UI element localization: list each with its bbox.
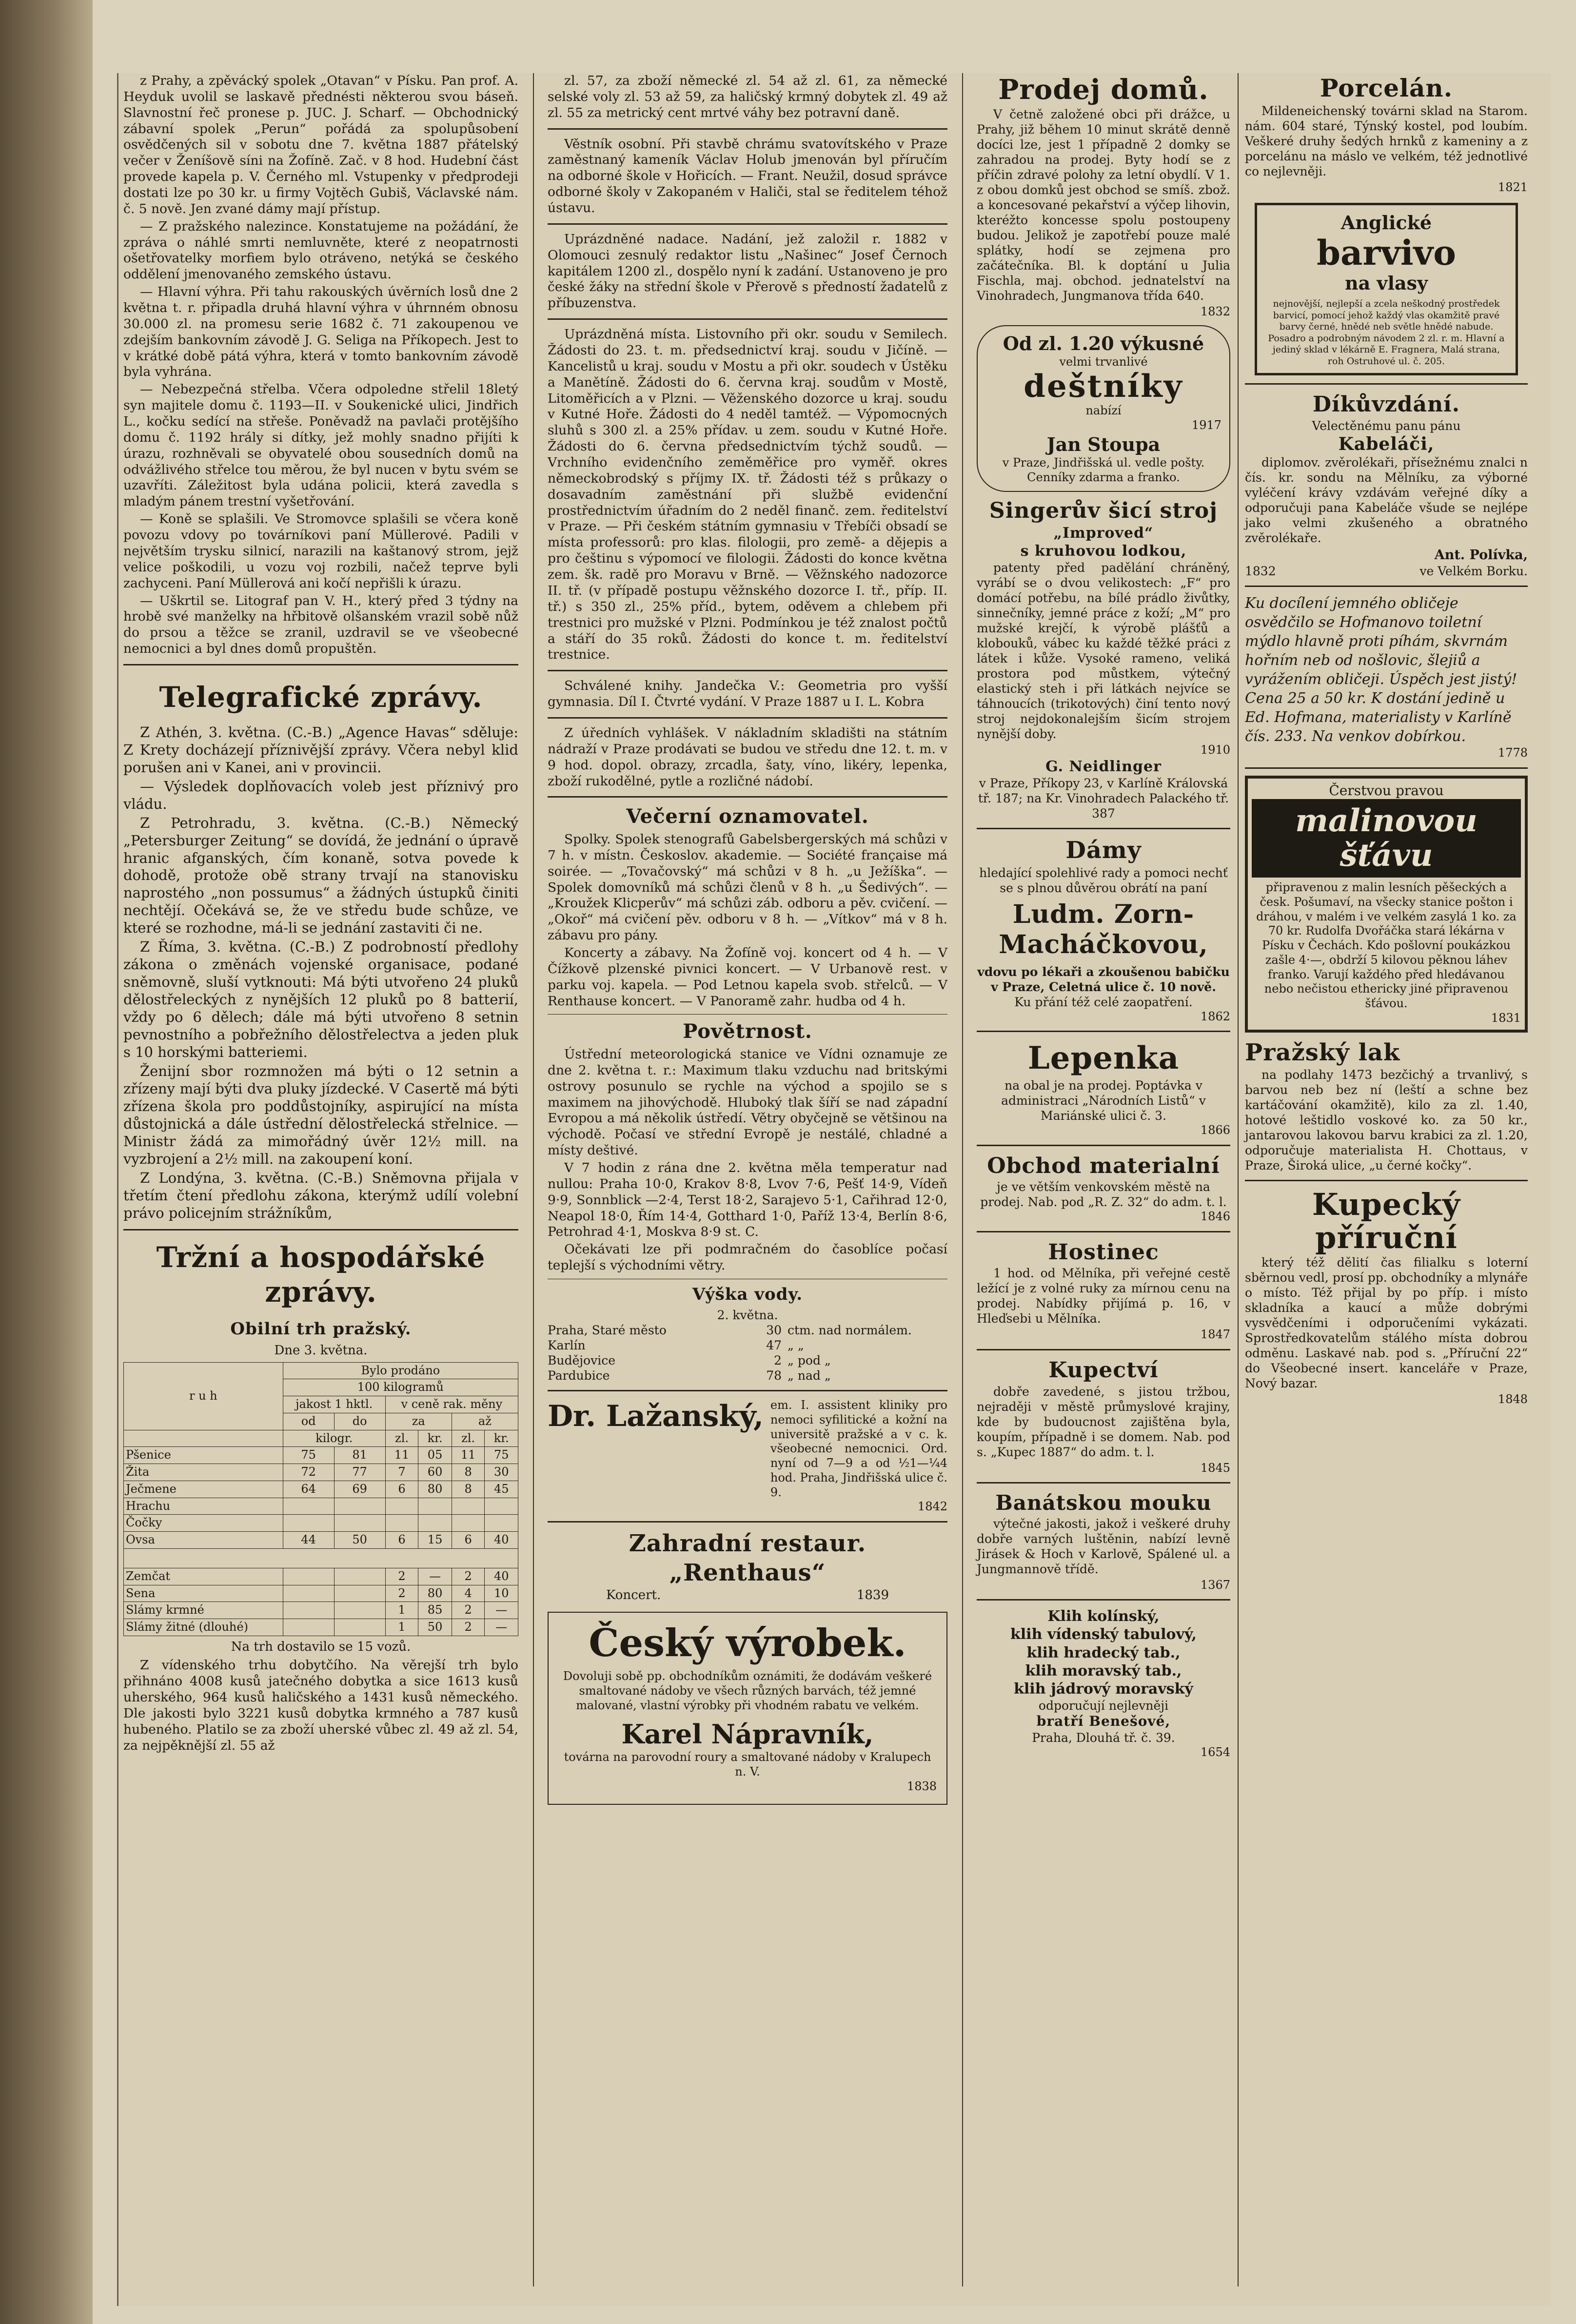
prodej-title: Prodej domů.	[998, 74, 1209, 106]
hostinec-num: 1847	[1200, 1328, 1230, 1342]
column-3	[977, 73, 1230, 1760]
water-row	[548, 1323, 947, 1338]
kupectvi-num: 1845	[1200, 1461, 1230, 1475]
table-cell: 45	[485, 1481, 518, 1498]
stava-num: 1831	[1491, 1011, 1521, 1025]
article-recovered: — Uškrtil se. Litograf pan V. H., který před 3 týdny na hrobě své manželky na hřbitově olšanském vrazil sobě nůž do prsou a těžce se zranil, uzdravil se ve všeobecné nemocnici a byl dnes domů propuštěn.	[123, 593, 518, 657]
table-cell: 77	[334, 1464, 385, 1481]
water-row	[548, 1368, 947, 1383]
stava-text: připravenou z malin lesních pěšeckých a česk. Pošumaví, na všecky stanice pošton i dráhou, v malém i ve velkém zasylá 1 ko. za 70 kr. Rudolfa Dvořáčka stará lékárna v Písku v Čechách. Kdo pošlovní poukázkou zašle 4·—, obdrží 5 kilovou pěknou láhev franko. Varují každého před hledávanou nebo nečistou ethericky jiné připravenou šťávou.	[1256, 880, 1517, 1011]
divider	[123, 664, 518, 665]
barvivo-ad	[1255, 203, 1518, 376]
banat-text: výtečné jakosti, jakož i veškeré druhy dobře varných luštěnin, nabízí levně Jirásek & Hoch v Karlově, Spálené ul. a Jungmannově třídě.	[977, 1516, 1230, 1576]
table-cell: 10	[485, 1585, 518, 1602]
table-cell: Slámy krmné	[124, 1602, 283, 1619]
approved-books: Schválené knihy. Jandečka V.: Geometria pro vyšší gymnasia. Díl I. Čtvrté vydání. V Praze 1887 u I. L. Kobra	[548, 678, 947, 710]
zorn-tail: Ku přání též celé zaopatření.	[1014, 995, 1193, 1009]
column-rule	[533, 73, 534, 2286]
table-cell	[334, 1619, 385, 1636]
water-note: „ „	[788, 1338, 804, 1353]
renthaus-title: Zahradní restaur. „Renthaus“	[629, 1530, 867, 1586]
divider	[977, 828, 1230, 829]
weather-title: Povětrnost.	[683, 1020, 812, 1043]
evening-title: Večerní oznamovatel.	[626, 805, 869, 828]
dik-footer	[1245, 564, 1528, 579]
prirucni-num: 1848	[1497, 1392, 1528, 1406]
binding-edge	[0, 0, 93, 2324]
destnik-mid: velmi trvanlivé	[1059, 355, 1148, 369]
table-cell: 4	[452, 1585, 485, 1602]
klih-list	[977, 1607, 1230, 1698]
table-cell: 2	[452, 1602, 485, 1619]
table-row	[124, 1568, 518, 1585]
divider	[977, 1231, 1230, 1232]
table-row	[124, 1532, 518, 1549]
tbl-head-ruh: r u h	[124, 1362, 283, 1430]
divider	[977, 1599, 1230, 1601]
table-cell	[283, 1602, 334, 1619]
table-cell	[485, 1515, 518, 1532]
destnik-sub: nabízí	[1085, 404, 1122, 418]
table-cell	[283, 1619, 334, 1636]
table-row	[124, 1447, 518, 1464]
divider	[977, 1349, 1230, 1350]
singer-sub2: s kruhovou lodkou,	[1020, 543, 1187, 560]
table-cell: 1	[385, 1619, 418, 1636]
table-cell: —	[418, 1568, 452, 1585]
table-cell: Čočky	[124, 1515, 283, 1532]
lazansky-text: em. I. assistent kliniky pro nemoci syfilitické a kožní na universitě pražské a v c. k. všeobecné nemocnici. Ord. nyní od 7—9 a od ½1—¼4 hod. Praha, Jindřišská ulice č. 9.	[770, 1398, 947, 1499]
water-level: 2	[774, 1353, 782, 1368]
table-cell	[334, 1515, 385, 1532]
tbl-za: za	[385, 1413, 452, 1430]
table-cell: 2	[385, 1585, 418, 1602]
klih-num: 1654	[1200, 1745, 1230, 1759]
table-cell: 2	[452, 1568, 485, 1585]
market-title: Tržní a hospodářské zprávy.	[156, 1240, 486, 1309]
table-cell	[283, 1498, 334, 1515]
table-cell	[283, 1515, 334, 1532]
divider	[548, 1390, 947, 1391]
neidlinger-text: v Praze, Příkopy 23, v Karlíně Královská tř. 187; na Kr. Vinohradech Palackého tř. 387	[978, 776, 1229, 821]
table-row	[124, 1464, 518, 1481]
evening-clubs: Spolky. Spolek stenografů Gabelsbergerských má schůzi v 7 h. v místn. Českoslov. akademie. — Société française má soirée. — „Tovačovský“ má schůzi v 8 h. „u Ježíška“. — Spolek domovníků má schůzi členů v 8 h. „u Šedivých“. — „Kroužek Klicperův“ má schůzi záb. odboru a pěv. cvičení. — „Okoř“ má cvičení pěv. odboru v 8 h. — „Vítkov“ má v 8 h. zábavu pro pány.	[548, 831, 947, 943]
water-row	[548, 1353, 947, 1368]
divider	[977, 1031, 1230, 1032]
table-cell: 75	[485, 1447, 518, 1464]
destnik-big: deštníky	[1024, 368, 1183, 405]
column-rule	[962, 73, 963, 2286]
table-cell	[334, 1602, 385, 1619]
klih-name: bratří Benešové,	[1036, 1713, 1171, 1730]
telegraph-rome-2: Ženijní sbor rozmnožen má býti o 12 setnin a zřízeny mají býti dva pluky jízdecké. V Casertě má býti zřízena škola pro poddůstojníky, aspirující na místa důstojnická a dále ústřední dělostřelecká střelnice. — Ministr žádá za mimořádný úvěr 12½ mill. na vyzbrojení a 2½ mill. na zakoupení koní.	[123, 1062, 518, 1167]
singer-num: 1910	[1200, 743, 1230, 757]
tbl-do: do	[334, 1413, 385, 1430]
tbl-az: až	[452, 1413, 518, 1430]
table-cell: 6	[385, 1532, 418, 1549]
table-cell: 8	[452, 1464, 485, 1481]
lak-text: na podlahy 1473 bezčichý a trvanlivý, s barvou neb bez ní (leští a schne bez kartáčování okamžitě), kilo za zl. 1.40, hotové leštidlo voskové ko. za 50 kr., jantarovou lakovou barvu krabici za zl. 1.20, odporučuje materialista H. Chottaus, v Praze, Široká ulice, „u černé kočky“.	[1245, 1068, 1528, 1173]
divider	[548, 796, 947, 798]
cesky-vyrobek-ad	[548, 1612, 947, 1804]
table-cell	[385, 1515, 418, 1532]
barvivo-top: Anglické	[1340, 211, 1432, 234]
divider	[977, 1482, 1230, 1484]
porcelan-num: 1821	[1497, 180, 1528, 194]
stava-ad	[1245, 776, 1528, 1033]
destnik-top: Od zl. 1.20 výkusné	[1003, 332, 1204, 355]
table-row	[124, 1619, 518, 1636]
column-rule	[1238, 73, 1239, 2286]
weather-2: V 7 hodin z rána dne 2. května měla temperatur nad nullou: Praha 10·0, Krakov 8·8, Lvov 7·6, Pešť 14·9, Vídeň 9·9, Sonnblick —2·4, Terst 18·2, Sarajevo 5·1, Cařihrad 12·0, Neapol 18·0, Řím 14·4, Gotthard 1·0, Paříž 13·4, Berlín 8·6, Petrohrad 4·1, Moskva 8·9 st. C.	[548, 1160, 947, 1240]
renthaus-num: 1839	[856, 1588, 889, 1603]
table-cell: 40	[485, 1532, 518, 1549]
lazansky-num: 1842	[917, 1500, 947, 1514]
banat-title: Banátskou mouku	[995, 1491, 1212, 1515]
dikuvzdani-title: Díkůvzdání.	[1312, 392, 1460, 417]
cattle-market: Z vídenského trhu dobytčího. Na věrejší trh bylo přihnáno 4008 kusů jatečného dobytka a sice 1613 kusů uherského, 964 kusů haličského a 1431 kusů německého. Dle jakosti bylo 3221 kusů dobytka krmného a 787 kusů hubeného. Platilo se za zboží uherské vůbec zl. 49 až zl. 54, za nejpěknější zl. 55 až	[123, 1658, 518, 1753]
klih-item: klih vídenský tabulový,	[1010, 1626, 1197, 1643]
divider	[1245, 767, 1528, 769]
table-cell: 85	[418, 1602, 452, 1619]
tbl-head-kg: 100 kilogramů	[283, 1379, 518, 1396]
table-cell	[334, 1585, 385, 1602]
table-cell: 8	[452, 1481, 485, 1498]
singer-sub: „Improved“	[1053, 525, 1154, 542]
renthaus-line	[548, 1587, 947, 1603]
dik-place: ve Velkém Borku.	[1419, 564, 1528, 578]
lazansky-ad	[548, 1398, 947, 1500]
divider	[548, 128, 947, 130]
singer-title: Singerův šicí stroj	[989, 498, 1218, 523]
lak-title: Pražský lak	[1245, 1038, 1400, 1066]
table-cell: Ovsa	[124, 1532, 283, 1549]
divider	[123, 1229, 518, 1230]
telegraph-rome: Z Říma, 3. května. (C.-B.) Z podrobností předlohy zákona o změnách vojenské organisace, podané sněmovně, sluší vytknouti: Má býti utvořeno 24 pluků dělostřeleckých z nynějších 12 pluků po 8 batterií, vždy po 6 dělech; dále má býti utvořeno 8 setnin pevnostního a pobřežního dělostřelectva a jeden pluk s 10 horskými batteriemi.	[123, 938, 518, 1060]
table-cell	[385, 1498, 418, 1515]
table-row	[124, 1498, 518, 1515]
stava-top: Čerstvou pravou	[1329, 782, 1444, 799]
table-cell	[334, 1568, 385, 1585]
water-place: Praha, Staré město	[548, 1323, 667, 1338]
lepenka-text: na obal je na prodej. Poptávka v administraci „Národních Listů“ v Mariánské ulici č. 3.	[1001, 1078, 1206, 1123]
water-levels	[548, 1323, 947, 1383]
water-level: 30	[766, 1323, 782, 1338]
klih-text: odporučují nejlevněji	[1038, 1699, 1169, 1713]
script-num: 1778	[1497, 745, 1528, 760]
tbl-zl: zl.	[385, 1430, 418, 1447]
article-horses: — Koně se splašili. Ve Stromovce splašili se včera koně povozu vdovy po továrníkovi paní Müllerové. Padili v největším trysku silnicí, narazili na kaštanový strom, jejž velice poškodili, u vozu voj rozbili, načež teprve byli zachyceni. Paní Müllerová ani kočí nepřišli k úrazu.	[123, 511, 518, 591]
hofman-soap-ad: Ku docílení jemného obličeje osvědčilo se Hofmanovo toiletní mýdlo hlavně proti píhám, skvrnám hořním neb od nošlovic, šlejiů a vyrážením obličeji. Úspěch jest jistý! Cena 25 a 50 kr. K dostání jedině u Ed. Hofmana, materialisty v Karlíně čís. 233. Na venkov dobírkou.	[1245, 594, 1517, 745]
water-row	[548, 1338, 947, 1353]
article-intro: z Prahy, a zpěvácký spolek „Otavan“ v Písku. Pan prof. A. Heyduk uvolil se laskavě přednésti některou svou báseň. Slavnostní řeč pronese p. JUC. J. Scharf. — Obchodnický zábavní spolek „Perun“ pořádá za spolupůsobení osvědčených sil v sobotu dne 7. května 1887 přátelský večer v Ženíšově síni na Žofíně. Zač. v 8 hod. Hudební část provede kapela p. V. Černého ml. Vstupenky v předprodeji dostati lze po 30 kr. u firmy Vojtěch Gubiš, Václavské nám. č. 5 nově. Jen zvané dámy mají přístup.	[123, 73, 518, 216]
table-cell	[418, 1498, 452, 1515]
tbl-kilogr: kilogr.	[283, 1430, 385, 1447]
table-cell: 81	[334, 1447, 385, 1464]
table-cell	[283, 1585, 334, 1602]
prirucni-title: Kupecký příruční	[1312, 1187, 1461, 1256]
renthaus-sub: Koncert.	[606, 1588, 661, 1603]
water-date: 2. května.	[717, 1308, 778, 1323]
divider	[548, 670, 947, 671]
klih-addr: Praha, Dlouhá tř. č. 39.	[1032, 1730, 1175, 1745]
table-cell: 69	[334, 1481, 385, 1498]
table-row	[124, 1515, 518, 1532]
dik-year: 1832	[1245, 564, 1276, 578]
official-notices: Z úředních vyhlášek. V nákladním skladišti na státním nádraží v Praze prodávati se budou ve středu dne 12. t. m. v 9 hod. dopol. obrazy, zrcadla, šaty, víno, likéry, lepenka, zboží rukodělné, pytle a rozličné nádobí.	[548, 725, 947, 789]
tbl-kr: kr.	[418, 1430, 452, 1447]
prirucni-text: který též dělití čas filialku s loterní sběrnou vedl, prosí pp. obchodníky a mlynáře o místo. Též přijal by po příp. i místo skladníka a kaucí a může dobrými vysvědčeními i odporučeními vykázati. Sprostředkovatelům stálého místa dobrou odměnu. Laskavé nab. pod s. „Příruční 22“ do Všeobecné insert. kanceláře v Praze, Nový bazar.	[1245, 1255, 1528, 1390]
weather-3: Očekávati lze při podmračném do časoblíce počasí teplejší s východními větry.	[548, 1242, 947, 1273]
table-cell: Slámy žitné (dlouhé)	[124, 1619, 283, 1636]
newspaper-page	[117, 73, 1551, 2306]
market-subtitle: Obilní trh pražský.	[230, 1319, 412, 1339]
table-cell: 2	[385, 1568, 418, 1585]
klih-item: Klih kolínský,	[1047, 1608, 1160, 1625]
porcelan-text: Mildeneichenský továrni sklad na Starom. nám. 604 staré, Týnský kostel, pod loubím. Veškeré druhy šedých hrnků z kameniny a z porcelánu na máslo ve velkém, též jednotlivé co nejlevněji.	[1245, 104, 1528, 178]
table-cell	[485, 1498, 518, 1515]
telegraph-athens: Z Athén, 3. května. (C.-B.) „Agence Havas“ sděluje: Z Krety docházejí příznivější zprávy. Včera nebyl klid porušen ani v Kanei, ani v provincii.	[123, 723, 518, 776]
table-cell: 15	[418, 1532, 452, 1549]
lepenka-num: 1866	[1200, 1123, 1230, 1137]
table-row	[124, 1481, 518, 1498]
water-title: Výška vody.	[692, 1285, 803, 1305]
grain-market-table	[123, 1362, 518, 1636]
cesky-num: 1838	[906, 1779, 937, 1793]
table-cell	[334, 1498, 385, 1515]
weather-1: Ústřední meteorologická stanice ve Vídni oznamuje ze dne 2. května t. r.: Maximum tlaku vzduchu nad britskými ostrovy posunulo se rychle na východ a spojilo se s maximem na jihovýchodě. Hluboký tlak šíří se nad západní Evropou a má několik ústředí. Větry obyčejně se většinou na východě. Počasí ve střední Evropě je nestálé, chladné a místy deštivé.	[548, 1047, 947, 1158]
article-shooting: — Nebezpečná střelba. Včera odpoledne střelil 18letý syn majitele domu č. 1193—II. v Soukenické ulici, Jindřich L., kočku sedící na střeše. Poněvadž na pavlači protějšího domu č. 1192 hrály si dítky, jež mohly snadno přijíti k úrazu, rozhněvali se obyvatelé obou sousedních domů na odvážlivého střelce tou měrou, že byl nucen v bytu svém se uzavříti. Záležitost byla udána policii, která zavedla s mladým pánem trestní vyšetřování.	[123, 382, 518, 509]
table-cell: 40	[485, 1568, 518, 1585]
zorn-num: 1862	[1200, 1009, 1230, 1023]
personal-news: Věstník osobní. Při stavbě chrámu svatovítského v Praze zaměstnaný kameník Václav Holub jmenován byl příručím na odborné škole v Hořicích. — Frant. Neužil, dosud správce odborné školy v Zakopaném v Haliči, stal se ředitelem téhož ústavu.	[548, 136, 947, 216]
article-foundling: — Z pražského nalezince. Konstatujeme na požádání, že zpráva o náhlé smrti nemluvněte, které z neopatrnosti ošetřovatelky morfiem bylo otráveno, netýká se českého oddělení jmenovaného zemského ústavu.	[123, 218, 518, 282]
column-1	[123, 73, 518, 1755]
table-cell	[283, 1568, 334, 1585]
tbl-od: od	[283, 1413, 334, 1430]
table-cell: 6	[452, 1532, 485, 1549]
table-cell: Ječmene	[124, 1481, 283, 1498]
market-date: Dne 3. května.	[274, 1343, 368, 1358]
water-place: Pardubice	[548, 1368, 610, 1383]
water-place: Karlín	[548, 1338, 586, 1353]
table-cell: 7	[385, 1464, 418, 1481]
barvivo-big: barvivo	[1317, 232, 1456, 273]
table-cell: 60	[418, 1464, 452, 1481]
obchod-text: je ve větším venkovském městě na prodej. Nab. pod „R. Z. 32“ do adm. t. l.	[980, 1180, 1227, 1210]
tbl-head-hektl: jakost 1 hktl.	[283, 1396, 385, 1413]
telegraph-title: Telegrafické zprávy.	[159, 680, 483, 714]
divider	[548, 1014, 947, 1015]
table-cell	[452, 1515, 485, 1532]
obchod-num: 1846	[1200, 1210, 1230, 1224]
market-note: Na trh dostavilo se 15 vozů.	[231, 1639, 411, 1654]
table-cell: Pšenice	[124, 1447, 283, 1464]
evening-concerts: Koncerty a zábavy. Na Žofíně voj. koncert od 4 h. — V Čížkově plzenské pivnici koncert. — V Urbanově rest. v parku voj. kapela. — Pod Letnou kapela svob. střelců. — V Renthause koncert. — V Panoramě zahr. hudba od 4 h.	[548, 945, 947, 1009]
table-cell: 6	[385, 1481, 418, 1498]
tbl-head-sold: Bylo prodáno	[283, 1362, 518, 1379]
destnik-ad	[977, 325, 1230, 491]
stava-big: malinovou šťávu	[1295, 802, 1478, 874]
table-row	[124, 1602, 518, 1619]
destnik-num: 1917	[1191, 418, 1221, 432]
dik-head: Velectěnému panu pánu	[1312, 418, 1461, 433]
kupectvi-text: dobře zavedené, s jistou tržbou, nejraději v městě průmyslové krajiny, kde by budoucnost zajištěna byla, koupím, případně i se domem. Nab. pod s. „Kupec 1887“ do adm. t. l.	[977, 1384, 1230, 1459]
table-cell: 75	[283, 1447, 334, 1464]
cesky-text: Dovoluji sobě pp. obchodníkům oznámiti, že dodávám veškeré smaltované nádoby ve všech různých barvách, též jemné malované, vlastní výrobky při vhodném rabatu ve velkém.	[563, 1669, 932, 1712]
tbl-head-price: v ceně rak. měny	[385, 1396, 518, 1413]
table-cell: Hrachu	[124, 1498, 283, 1515]
hostinec-title: Hostinec	[1048, 1239, 1159, 1265]
table-cell: 72	[283, 1464, 334, 1481]
cattle-market-cont: zl. 57, za zboží německé zl. 54 až zl. 61, za německé selské voly zl. 53 až 59, za haličský krmný dobytek zl. 49 až zl. 55 za metrický cent mrtvé váhy bez potravní daně.	[548, 73, 947, 120]
obchod-title: Obchod materialní	[987, 1153, 1220, 1178]
lazansky-name: Dr. Lažanský,	[548, 1399, 764, 1434]
column-2	[548, 73, 947, 1811]
divider	[1245, 1180, 1528, 1181]
stava-banner	[1252, 799, 1521, 878]
table-cell: 1	[385, 1602, 418, 1619]
table-cell: 50	[418, 1619, 452, 1636]
table-cell: 44	[283, 1532, 334, 1549]
article-lottery: — Hlavní výhra. Při tahu rakouských úvěrních losů dne 2 května t. r. připadla druhá hlavní výhra v úhrnném obnosu 30.000 zl. na promesu serie 1682 č. 71 zakoupenou ve zdejším bankovním závodě J. G. Seliga na Příkopech. Jest to v krátké době pátá výhra, která v tomto bankovním závodě byla vyhrána.	[123, 284, 518, 380]
divider	[1245, 586, 1528, 587]
water-note: „ nad „	[788, 1368, 831, 1383]
zorn-text: vdovu po lékaři a zkoušenou babičku v Praze, Celetná ulice č. 10 nově.	[977, 964, 1230, 994]
divider	[548, 717, 947, 719]
cesky-tail: továrna na parovodní roury a smaltované nádoby v Kralupech n. V.	[564, 1750, 931, 1779]
kupectvi-title: Kupectví	[1048, 1358, 1159, 1383]
destnik-name: Jan Stoupa	[1046, 433, 1161, 455]
table-cell: 11	[452, 1447, 485, 1464]
water-note: ctm. nad normálem.	[788, 1323, 912, 1338]
singer-text: patenty před padělání chráněný, vyrábí se o dvou velikostech: „F“ pro domácí potřebu, na bílé prádlo živůtky, sinnečníky, jemné práce z koží; „M“ pro mužské krejčí, k výrobě plášťů a klobouků, vábec ku každé těžké práci z látek i kůže. Vysoké rameno, veliká prostora pod můstkem, výtečný elastický steh i při látkách nejvíce se táhnoucích (trikotových) činí tento nový stroj nejdokonalejším šicím strojem nynější doby.	[977, 561, 1230, 742]
table-cell: Sena	[124, 1585, 283, 1602]
klih-item: klih jádrový moravský	[1014, 1680, 1193, 1698]
porcelan-title: Porcelán.	[1320, 74, 1453, 102]
tbl-kr: kr.	[485, 1430, 518, 1447]
klih-item: klih moravský tab.,	[1025, 1662, 1182, 1680]
divider	[548, 223, 947, 225]
table-cell: Žita	[124, 1464, 283, 1481]
damy-title: Dámy	[1065, 837, 1142, 864]
destnik-addr: v Praze, Jindřišská ul. vedle pošty. Cenníky zdarma a franko.	[1002, 456, 1205, 484]
table-cell: Zemčat	[124, 1568, 283, 1585]
divider	[548, 1521, 947, 1523]
table-row	[124, 1585, 518, 1602]
telegraph-elections: — Výsledek doplňovacích voleb jest příznivý pro vládu.	[123, 778, 518, 812]
table-cell: 80	[418, 1481, 452, 1498]
tbl-zl: zl.	[452, 1430, 485, 1447]
divider	[548, 318, 947, 320]
table-cell: —	[485, 1619, 518, 1636]
table-cell: 05	[418, 1447, 452, 1464]
barvivo-text: nejnovější, nejlepší a zcela neškodný prostředek barvicí, pomocí jehož každý vlas okamžitě pravé barvy černé, hnědé neb světle hnědé nabude. Posadro a podrobným návodem 2 zl. r. m. Hlavní a jediný sklad v lékárně E. Fragnera, Malá strana, roh Ostruhové ul. č. 205.	[1268, 298, 1505, 367]
foundations: Uprázdněné nadace. Nadání, jež založil r. 1882 v Olomouci zesnulý redaktor listu „Našinec“ Josef Černoch kapitálem 1200 zl., dospělo nyní k zadání. Ustanoveno je pro české žáky na střední škole v Přerově s předností žadatelů z příbuzenstva.	[548, 231, 947, 311]
zorn-name: Ludm. Zorn-Macháčkovou,	[999, 899, 1208, 960]
dik-sign: Ant. Polívka,	[1434, 547, 1528, 563]
water-note: „ pod „	[788, 1353, 831, 1368]
vacancies: Uprázdněná místa. Listovního při okr. soudu v Semilech. Žádosti do 23. t. m. předsednictví kraj. soudu v Jičíně. — Kancelistů u kraj. soudu v Mostu a při okr. soudech v Ústěku a Manětíně. Žádosti do 6. června kraj. soudům v Mostě, Litoměřicích a v Plzni. — Věženského dozorce u kraj. soudu v Kutné Hoře. Žádosti do 4 neděl tamtéž. — Výpomocných sluhů s 300 zl. a 25% přídav. u zem. soudu v Kutné Hoře. Žádosti do 6. června předsednictvím týchž soudů. — Vrchního evidenčního zeměměřice pro vyměř. okres německobrodský s příjmy IX. tř. Žádosti též s průkazy o dosavadním zaměstnání při službě evidenční prostřednictvím úřadním do 2 neděl finanč. zem. ředitelství v Praze. — Při českém státním gymnasiu v Třebíči obsadí se místa professorů: pro klas. filologii, pro země- a dějepis a pro češtinu s výpomocí ve filologii. Žádosti do konce května zem. šk. radě pro Moravu v Brně. — Věžnského nadozorce II. tř. (v případě postupu věžnského dozorce I. tř., příp. II. tř.) s 350 zl., 25% příd., bytem, oděvem a chlebem při trestnici pro mužské v Plzni. Podmínkou je též znalost počtů a stáří do 35 roků. Žádosti do konce t. m. ředitelství trestnice.	[548, 327, 947, 663]
dik-text: diplomov. zvěrolékaři, přísežnému znalci n čís. kr. sondu na Mělníku, za výborné vyléčení krávy vzdávám veřejné díky a odporučuji pana Kabeláče všude se nejlépe jako velmi zkušeného a obratného zvěrolékaře.	[1245, 455, 1528, 546]
table-cell: —	[485, 1602, 518, 1619]
klih-item: klih hradecký tab.,	[1026, 1644, 1181, 1661]
prodej-text: V četně založené obci při drážce, u Prahy, již během 10 minut skrátě denně docíci lze, jest 1 případně 2 domky se zahradou na prodej. Byty hodí se z příčin zdravé polohy za letní obydlí. V 1. z obou domků jest obchod se smíš. zbož. a koncesované pekařství a výčep lihovin, kteréžto koncesse spolu postoupeny budou. Jelikož je zapotřebí pouze malé splátky, hodí se zejmena pro začátečníka. Bl. k doptání u Julia Fischla, maj. obchod. jednatelství na Vinohradech, Jungmanova třída 640.	[977, 107, 1230, 303]
table-cell	[418, 1515, 452, 1532]
telegraph-petersburg: Z Petrohradu, 3. května. (C.-B.) Německý „Petersburger Zeitung“ se dovídá, že jednání o úpravě hranic afganských, čím konaně, sotva povede k dohodě, protože obě strany trvají na stanovisku naprostého „non possumus“ a žádných ústupků činiti nechtějí. Očekává se, že ve středu bude schůze, ve které se rozhodne, má-li se jednání zastaviti či ne.	[123, 814, 518, 937]
dik-name: Kabeláči,	[1338, 433, 1435, 454]
neidlinger-name: G. Neidlinger	[1045, 758, 1162, 776]
table-cell: 30	[485, 1464, 518, 1481]
divider	[1245, 383, 1528, 385]
banat-num: 1367	[1200, 1578, 1230, 1592]
column-4	[1245, 73, 1528, 1406]
divider	[977, 1145, 1230, 1146]
hostinec-text: 1 hod. od Mělníka, při veřejné cestě ležící je z volné ruky za mírnou cenu na prodej. Nabídky přijímá p. 16, v Hleďsebi u Mělníka.	[977, 1266, 1230, 1326]
table-cell: 80	[418, 1585, 452, 1602]
prodej-num: 1832	[1200, 305, 1230, 319]
water-place: Budějovice	[548, 1353, 615, 1368]
table-cell: 50	[334, 1532, 385, 1549]
table-cell	[452, 1498, 485, 1515]
lepenka-title: Lepenka	[1027, 1040, 1180, 1077]
barvivo-sub: na vlasy	[1344, 272, 1428, 294]
damy-text: hledající spolehlivé rady a pomoci nechť se s plnou důvěrou obrátí na paní	[979, 865, 1228, 895]
table-cell: 64	[283, 1481, 334, 1498]
table-cell: 11	[385, 1447, 418, 1464]
cesky-name: Karel Nápravník,	[621, 1718, 874, 1750]
cesky-title: Český výrobek.	[589, 1621, 906, 1666]
water-level: 47	[766, 1338, 782, 1353]
table-cell: 2	[452, 1619, 485, 1636]
water-level: 78	[766, 1368, 782, 1383]
telegraph-london: Z Londýna, 3. května. (C.-B.) Sněmovna přijala v třetím čtení předlohu zákona, kterýmž udílí volební právo policejním strážníkům,	[123, 1169, 518, 1221]
